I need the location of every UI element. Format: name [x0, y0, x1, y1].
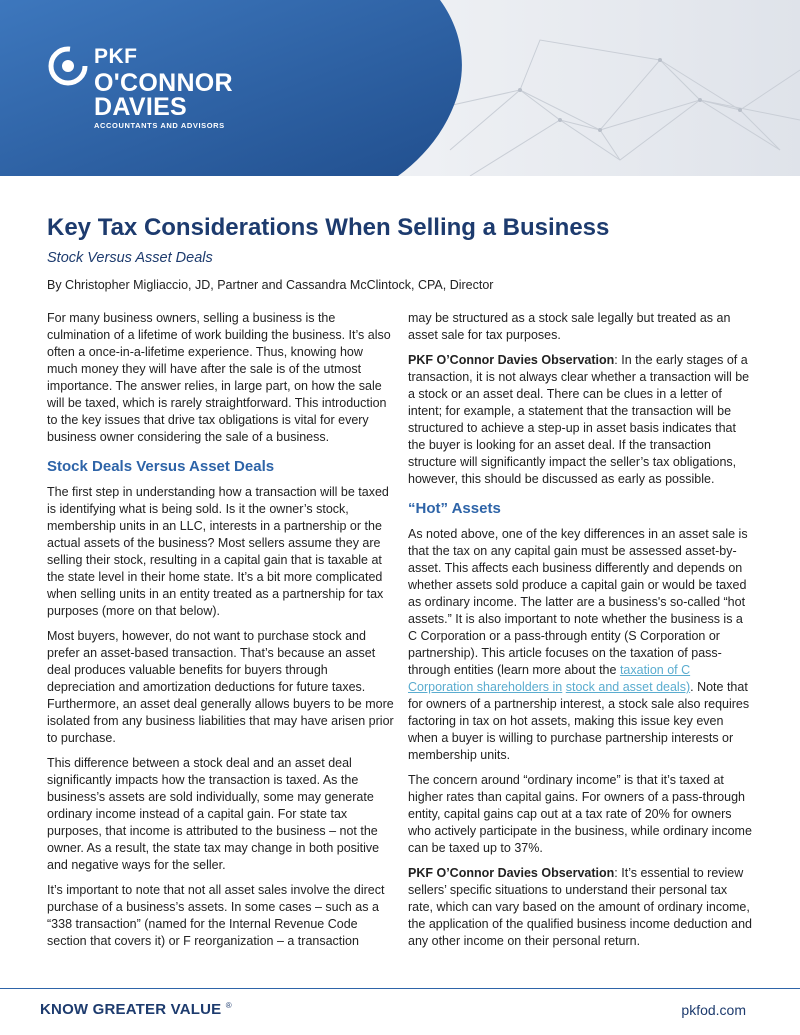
article-subtitle: Stock Versus Asset Deals — [47, 250, 213, 266]
article-byline: By Christopher Migliaccio, JD, Partner and Cassandra McClintock, CPA, Director — [47, 278, 494, 292]
observation-text: : It’s essential to review sellers’ specific situations to understand their personal tax rate, which can vary based on the amount of ordinary income, the application of the qualified business income deduction and any other income on their personal return. — [408, 866, 752, 948]
registered-mark: ® — [225, 1001, 232, 1010]
paragraph: This difference between a stock deal and an asset deal significantly impacts how the transaction is taxed. As the business’s assets are sold individually, some may generate ordinary income instead of a capital gain. For state tax purposes, that income is attributed to the business – not the owner. As a result, the state tax may change in both positive and negative ways for the seller. — [47, 756, 380, 872]
link-stock-asset-deals[interactable]: stock and asset deals) — [565, 680, 691, 694]
paragraph: may be structured as a stock sale legally but treated as an asset sale for tax purposes. — [408, 311, 731, 342]
observation-paragraph — [408, 352, 753, 488]
footer-website[interactable]: pkfod.com — [681, 1002, 746, 1018]
header-banner — [0, 0, 800, 176]
logo-tagline: ACCOUNTANTS AND ADVISORS — [94, 121, 225, 130]
paragraph: For many business owners, selling a business is the culmination of a lifetime of work building the business. It’s also often a once-in-a-lifetime experience. Thus, knowing how much money they will have after the sale is of the utmost importance. The answer relies, in large part, on how the sale will be taxed, which is rarely straightforward. This introduction to the key issues that drive tax obligations is vital for every business owner considering the sale of a business. — [47, 311, 391, 444]
footer-divider — [0, 988, 800, 989]
paragraph-text: . Note that for owners of a partnership interest, a stock sale also requires factoring in tax on hot assets, making this issue key even when a buyer is willing to purchase partnership interests or membership units. — [408, 680, 750, 762]
observation-label: PKF O’Connor Davies Observation — [408, 866, 615, 880]
left-column — [47, 310, 395, 958]
logo-davies-text: DAVIES — [94, 93, 188, 121]
observation-label: PKF O’Connor Davies Observation — [408, 353, 615, 367]
paragraph: Most buyers, however, do not want to purchase stock and prefer an asset-based transaction. That’s because an asset deal produces valuable benefits for buyers through depreciation and amortization deductions for future taxes. Furthermore, an asset deal generally allows buyers to be more isolated from any business liabilities that may have arisen prior to purchase. — [47, 629, 394, 745]
right-column — [408, 310, 753, 958]
paragraph: The concern around “ordinary income” is that it’s taxed at higher rates than capital gains. For owners of a pass-through entity, capital gains cap out at a tax rate of 20% for owners who actively participate in the business, while ordinary income can be taxed up to 37%. — [408, 773, 752, 855]
company-logo — [46, 44, 266, 136]
article-title: Key Tax Considerations When Selling a Business — [47, 214, 610, 241]
paragraph-text: As noted above, one of the key differences in an asset sale is that the tax on any capital gain must be assessed asset-by-asset. This affects each business differently and depends on whether assets sold produce a capital gain or would be taxed as ordinary income. The latter are a business's so-called “hot assets.” It is also important to note whether the business is a C Corporation or a pass-through entity (S Corporation or partnership). This article focuses on the taxation of pass-through entities (learn more about the — [408, 527, 748, 677]
logo-oconnor-text: O'CONNOR — [94, 69, 233, 97]
paragraph — [408, 526, 753, 764]
observation-paragraph — [408, 865, 753, 950]
slogan-text: KNOW GREATER VALUE — [40, 1001, 222, 1018]
paragraph: The first step in understanding how a transaction will be taxed is identifying what is being sold. Is it the owner’s stock, membership units in an LLC, interests in a partnership or the actual assets of the business? Most sellers assume they are selling their stock, resulting in a capital gain that is taxable at the state level in their home state. It’s a bit more complicated when selling units in an entity treated as a partnership for tax purposes (more on that below). — [47, 485, 389, 618]
footer-slogan — [40, 1001, 232, 1018]
section-heading-stock-vs-asset: Stock Deals Versus Asset Deals — [47, 458, 275, 475]
pkf-swirl-icon — [46, 44, 90, 88]
link-c-corp-shareholders[interactable]: taxation of C Corporation shareholders in — [408, 663, 691, 694]
section-heading-hot-assets: “Hot” Assets — [408, 500, 501, 517]
logo-pkf-text: PKF — [94, 45, 138, 68]
observation-text: : In the early stages of a transaction, it is not always clear whether a transaction will be a stock or an asset deal. There can be clues in a letter of intent; for example, a statement that the transaction will be structured to achieve a step-up in asset basis indicates that the buyer is looking for an asset deal. If the transaction structure will significantly impact the seller’s tax obligations, however, this should be discussed as early as possible. — [408, 353, 750, 486]
paragraph: It’s important to note that not all asset sales involve the direct purchase of a business’s assets. In some cases – such as a “338 transaction” (named for the Internal Revenue Code section that covers it) or F reorganization – a transaction — [47, 883, 385, 948]
